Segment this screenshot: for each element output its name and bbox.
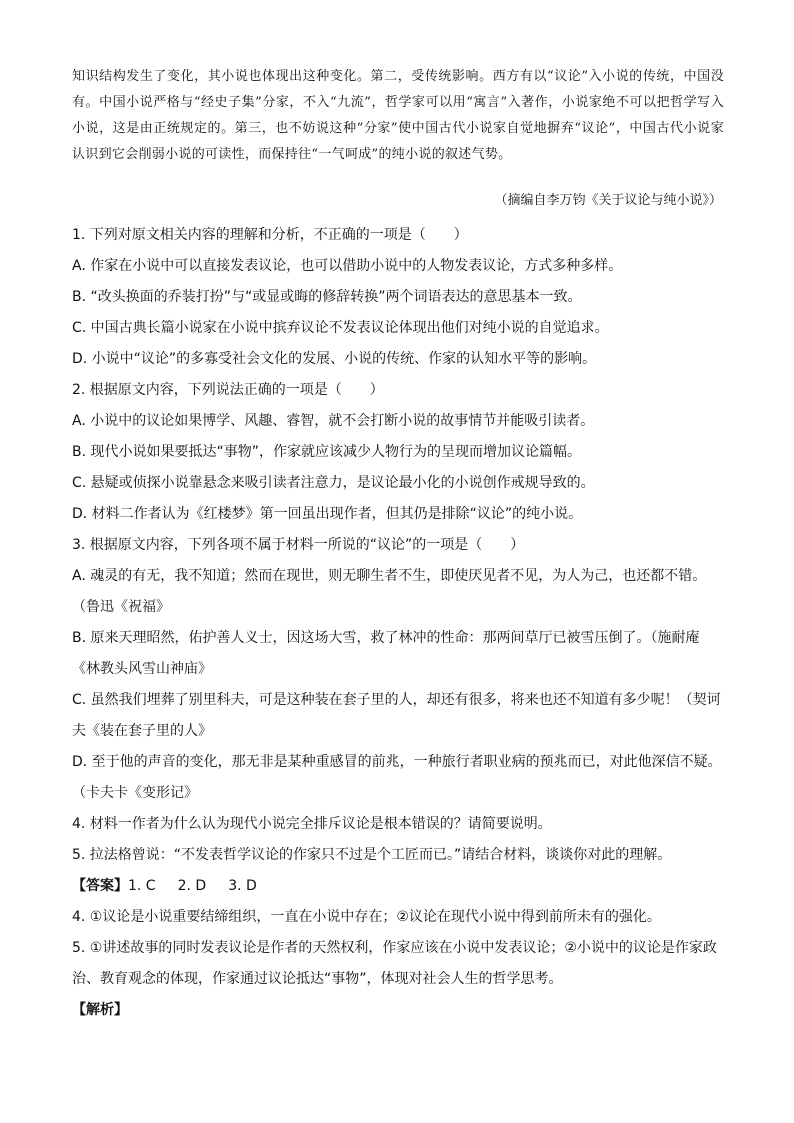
question-3-stem: 3. 根据原文内容，下列各项不属于材料一所说的“议论”的一项是（ ）: [72, 537, 525, 553]
question-1-option-a: A. 作家在小说中可以直接发表议论，也可以借助小说中的人物发表议论，方式多种多样。: [72, 258, 623, 274]
answer-label: 【答案】: [72, 878, 128, 894]
answer-2: 2. D: [177, 878, 207, 894]
answer-5: 5. ①讲述故事的同时发表议论是作者的天然权利，作家应该在小说中发表议论；②小说中的议论是作家政治、教育观念的体现，作家通过议论抵达“事物”，体现对社会人生的哲学思考。: [72, 940, 717, 987]
answer-3: 3. D: [228, 878, 257, 894]
question-3-option-b: B. 原来天理昭然，佑护善人义士，因这场大雪，救了林冲的性命：那两间草厅已被雪压倒了。（施耐庵《林教头风雪山神庙》: [72, 630, 700, 677]
answer-key-line: [72, 871, 726, 902]
question-2-option-d: D. 材料二作者认为《红楼梦》第一回虽出现作者，但其仍是排除“议论”的纯小说。: [72, 506, 583, 522]
answer-1: 1. C: [128, 878, 156, 894]
question-3-option-a: A. 魂灵的有无，我不知道；然而在现世，则无聊生者不生，即使厌见者不见，为人为己，也还都不错。（鲁迅《祝福》: [72, 568, 707, 615]
passage-source-citation: （摘编自李万钧《关于议论与纯小说》）: [494, 193, 722, 208]
question-2-option-c: C. 悬疑或侦探小说靠悬念来吸引读者注意力，是议论最小化的小说创作戒规导致的。: [72, 475, 595, 491]
question-2-stem: 2. 根据原文内容，下列说法正确的一项是（ ）: [72, 382, 384, 398]
question-3-option-c: C. 虽然我们埋葬了别里科夫，可是这种装在套子里的人，却还有很多，将来也还不知道有多少呢！（契诃夫《装在套子里的人》: [72, 692, 721, 739]
question-1-option-c: C. 中国古典长篇小说家在小说中摈弃议论不发表议论体现出他们对纯小说的自觉追求。: [72, 320, 609, 336]
passage-excerpt: [72, 64, 724, 168]
analysis-label: 【解析】: [72, 1002, 128, 1018]
question-2-option-a: A. 小说中的议论如果博学、风趣、睿智，就不会打断小说的故事情节并能吸引读者。: [72, 413, 595, 429]
questions-section: [72, 220, 726, 1026]
question-1-option-b: B. “改头换面的乔装打扮”与“或显或晦的修辞转换”两个词语表达的意思基本一致。: [72, 289, 582, 305]
question-5-stem: 5. 拉法格曾说：“不发表哲学议论的作家只不过是个工匠而已。”请结合材料，谈谈你对此的理解。: [72, 847, 672, 863]
answer-4: 4. ①议论是小说重要结缔组织，一直在小说中存在；②议论在现代小说中得到前所未有的强化。: [72, 909, 661, 925]
question-3-option-d: D. 至于他的声音的变化，那无非是某种重感冒的前兆，一种旅行者职业病的预兆而已，对此他深信不疑。（卡夫卡《变形记》: [72, 754, 722, 801]
question-4-stem: 4. 材料一作者为什么认为现代小说完全排斥议论是根本错误的？请简要说明。: [72, 816, 552, 832]
question-1-option-d: D. 小说中“议论”的多寡受社会文化的发展、小说的传统、作家的认知水平等的影响。: [72, 351, 597, 367]
question-2-option-b: B. 现代小说如果要抵达“事物”，作家就应该减少人物行为的呈现而增加议论篇幅。: [72, 444, 582, 460]
question-1-stem: 1. 下列对原文相关内容的理解和分析，不正确的一项是（ ）: [72, 227, 468, 243]
passage-paragraph: 知识结构发生了变化，其小说也体现出这种变化。第二，受传统影响。西方有以“议论”入小说的传统，中国没有。中国小说严格与“经史子集”分家，不入“九流”，哲学家可以用“寓言”入著作，小说家绝不可以把哲学写入小说，这是由正统规定的。第三，也不妨说这种“分家”使中国古代小说家自觉地摒弃“议论”，中国古代小说家认识到它会削弱小说的可读性，而保持往“一气呵成”的纯小说的叙述气势。: [72, 69, 724, 162]
